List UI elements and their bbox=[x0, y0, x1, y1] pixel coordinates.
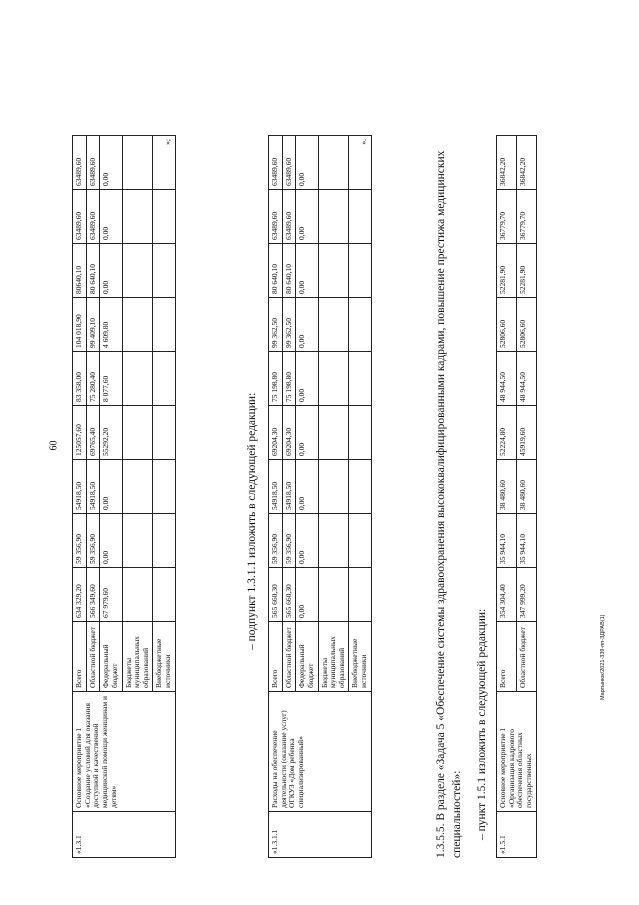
amount-cell bbox=[318, 406, 349, 460]
amount-cell: 63489,60 bbox=[282, 136, 296, 190]
funding-source-label: Бюджеты муниципальных образований bbox=[122, 622, 153, 692]
amount-cell bbox=[318, 190, 349, 244]
page-number: 60 bbox=[48, 440, 60, 451]
amount-cell bbox=[349, 460, 371, 514]
amount-cell: 0,00 bbox=[296, 244, 318, 298]
funding-table-1-3-1-1 bbox=[268, 135, 372, 858]
amount-cell bbox=[153, 136, 175, 190]
amount-cell: 63489,60 bbox=[86, 136, 100, 190]
amount-cell: 45919,60 bbox=[516, 406, 536, 460]
amount-cell: 36842,20 bbox=[516, 136, 536, 190]
amount-cell: 55292,20 bbox=[100, 406, 122, 460]
table-row bbox=[269, 136, 283, 858]
row-code: «1.3.1.1 bbox=[269, 812, 372, 858]
amount-cell bbox=[349, 136, 371, 190]
funding-source-label: Всего bbox=[73, 622, 87, 692]
funding-source-label: Бюджеты муниципальных образований bbox=[318, 622, 349, 692]
amount-cell: 48 944,50 bbox=[516, 352, 536, 406]
amount-cell: 0,00 bbox=[296, 460, 318, 514]
amount-cell bbox=[318, 514, 349, 568]
amount-cell bbox=[122, 190, 153, 244]
amount-cell: 38 480,60 bbox=[516, 460, 536, 514]
amount-cell: 59 356,90 bbox=[282, 514, 296, 568]
amount-cell: 0,00 bbox=[296, 298, 318, 352]
funding-source-label: Областной бюджет bbox=[86, 622, 100, 692]
amount-cell: 69204,30 bbox=[269, 406, 283, 460]
amount-cell: 0,00 bbox=[100, 514, 122, 568]
document-footer: Мартынюк/2021-339-пп-ЗДРАВ(1) bbox=[600, 614, 606, 700]
amount-cell bbox=[153, 244, 175, 298]
amount-cell bbox=[122, 244, 153, 298]
instruction-item-1-5-1: – пункт 1.5.1 изложить в следующей редакции: bbox=[476, 608, 488, 840]
amount-cell bbox=[318, 244, 349, 298]
measure-name: Основное мероприятие 1 «Создание условий для оказания доступной и качественной медицинской помощи женщинам и детям» bbox=[73, 692, 176, 812]
funding-source-label: Областной бюджет bbox=[282, 622, 296, 692]
amount-cell: 67 979,60 bbox=[100, 568, 122, 622]
amount-cell: 63489,60 bbox=[73, 136, 87, 190]
end-mark: ». bbox=[359, 139, 368, 145]
amount-cell bbox=[318, 352, 349, 406]
table-row bbox=[73, 136, 87, 858]
amount-cell bbox=[318, 136, 349, 190]
amount-cell: 69204,30 bbox=[282, 406, 296, 460]
end-mark: »; bbox=[163, 139, 172, 145]
funding-table-1-5-1 bbox=[496, 135, 537, 858]
amount-cell: 99 362,50 bbox=[269, 298, 283, 352]
amount-cell: 0,00 bbox=[296, 136, 318, 190]
amount-cell: 69765,40 bbox=[86, 406, 100, 460]
amount-cell: 99 409,10 bbox=[86, 298, 100, 352]
amount-cell: 0,00 bbox=[100, 190, 122, 244]
amount-cell: 75 280,40 bbox=[86, 352, 100, 406]
funding-source-label: Внебюджетные источники bbox=[349, 622, 371, 692]
amount-cell: 54918,50 bbox=[269, 460, 283, 514]
funding-source-label: Областной бюджет bbox=[516, 622, 536, 692]
amount-cell bbox=[122, 460, 153, 514]
amount-cell: 0,00 bbox=[100, 460, 122, 514]
amount-cell bbox=[318, 460, 349, 514]
amount-cell: 38 480,60 bbox=[497, 460, 517, 514]
amount-cell: 36779,70 bbox=[516, 190, 536, 244]
rotated-content bbox=[68, 20, 608, 870]
amount-cell: 35 944,10 bbox=[516, 514, 536, 568]
amount-cell: 52281,90 bbox=[516, 244, 536, 298]
amount-cell: 0,00 bbox=[296, 352, 318, 406]
amount-cell bbox=[318, 568, 349, 622]
amount-cell: 0,00 bbox=[296, 568, 318, 622]
amount-cell: 634 329,20 bbox=[73, 568, 87, 622]
amount-cell bbox=[153, 190, 175, 244]
amount-cell bbox=[349, 406, 371, 460]
funding-source-label: Всего bbox=[269, 622, 283, 692]
amount-cell: 125057,60 bbox=[73, 406, 87, 460]
paragraph-1-3-5-5: 1.3.5.5. В разделе «Задача 5 «Обеспечение системы здравоохранения высококвалифицированными кадрами, повышение престижа медицинских специальностей»: bbox=[435, 150, 463, 858]
amount-cell: 35 944,10 bbox=[497, 514, 517, 568]
amount-cell: 63489,60 bbox=[269, 136, 283, 190]
amount-cell bbox=[349, 352, 371, 406]
amount-cell: 0,00 bbox=[296, 190, 318, 244]
amount-cell: 80 640,10 bbox=[86, 244, 100, 298]
funding-table-1-3-1 bbox=[72, 135, 176, 858]
amount-cell: 83 358,00 bbox=[73, 352, 87, 406]
amount-cell: 4 609,80 bbox=[100, 298, 122, 352]
amount-cell bbox=[349, 298, 371, 352]
amount-cell: 52224,80 bbox=[497, 406, 517, 460]
amount-cell: 59 356,90 bbox=[269, 514, 283, 568]
amount-cell: 48 944,50 bbox=[497, 352, 517, 406]
amount-cell bbox=[349, 568, 371, 622]
amount-cell: 63489,60 bbox=[282, 190, 296, 244]
amount-cell bbox=[318, 298, 349, 352]
amount-cell: 63489,60 bbox=[73, 190, 87, 244]
amount-cell: 59 356,90 bbox=[73, 514, 87, 568]
amount-cell bbox=[122, 352, 153, 406]
amount-cell bbox=[122, 298, 153, 352]
measure-name: Расходы на обеспечение деятельности (оказание услуг) ОГКУЗ «Дом ребенка специализированный» bbox=[269, 692, 372, 812]
amount-cell: 80640,10 bbox=[73, 244, 87, 298]
amount-cell: 54918,50 bbox=[86, 460, 100, 514]
amount-cell bbox=[122, 514, 153, 568]
amount-cell: 75 198,80 bbox=[282, 352, 296, 406]
amount-cell: 0,00 bbox=[100, 136, 122, 190]
amount-cell: 566 349,60 bbox=[86, 568, 100, 622]
amount-cell: 63489,60 bbox=[86, 190, 100, 244]
table-row bbox=[497, 136, 517, 858]
measure-name: Основное мероприятие 1 «Организация кадрового обеспечения областных государственных bbox=[497, 692, 537, 812]
amount-cell bbox=[153, 514, 175, 568]
amount-cell: 54918,50 bbox=[73, 460, 87, 514]
amount-cell: 99 362,50 bbox=[282, 298, 296, 352]
funding-source-label: Всего bbox=[497, 622, 517, 692]
amount-cell: 63489,60 bbox=[269, 190, 283, 244]
amount-cell: 347 999,20 bbox=[516, 568, 536, 622]
amount-cell bbox=[153, 406, 175, 460]
amount-cell: 8 077,60 bbox=[100, 352, 122, 406]
amount-cell: 52281,90 bbox=[497, 244, 517, 298]
amount-cell: 36842,20 bbox=[497, 136, 517, 190]
amount-cell: 36779,70 bbox=[497, 190, 517, 244]
amount-cell bbox=[122, 136, 153, 190]
amount-cell bbox=[153, 568, 175, 622]
funding-source-label: Федеральный бюджет bbox=[100, 622, 122, 692]
amount-cell bbox=[153, 298, 175, 352]
amount-cell: 59 356,90 bbox=[86, 514, 100, 568]
amount-cell: 0,00 bbox=[296, 514, 318, 568]
amount-cell: 0,00 bbox=[296, 406, 318, 460]
amount-cell: 565 660,30 bbox=[269, 568, 283, 622]
amount-cell: 54918,50 bbox=[282, 460, 296, 514]
amount-cell: 52806,60 bbox=[516, 298, 536, 352]
amount-cell: 52806,60 bbox=[497, 298, 517, 352]
funding-source-label: Федеральный бюджет bbox=[296, 622, 318, 692]
amount-cell bbox=[122, 568, 153, 622]
amount-cell: 75 198,80 bbox=[269, 352, 283, 406]
amount-cell bbox=[349, 190, 371, 244]
amount-cell: 80 640,10 bbox=[282, 244, 296, 298]
funding-source-label: Внебюджетные источники bbox=[153, 622, 175, 692]
amount-cell bbox=[349, 244, 371, 298]
row-code: «1.5.1 bbox=[497, 812, 537, 858]
amount-cell bbox=[153, 352, 175, 406]
amount-cell: 354 304,40 bbox=[497, 568, 517, 622]
row-code: «1.3.1 bbox=[73, 812, 176, 858]
amount-cell bbox=[349, 514, 371, 568]
amount-cell bbox=[122, 406, 153, 460]
instruction-subitem-1-3-1-1: – подпункт 1.3.1.1 изложить в следующей редакции: bbox=[246, 392, 258, 650]
amount-cell: 565 660,30 bbox=[282, 568, 296, 622]
amount-cell: 0,00 bbox=[100, 244, 122, 298]
amount-cell bbox=[153, 460, 175, 514]
amount-cell: 80 640,10 bbox=[269, 244, 283, 298]
amount-cell: 104 018,90 bbox=[73, 298, 87, 352]
